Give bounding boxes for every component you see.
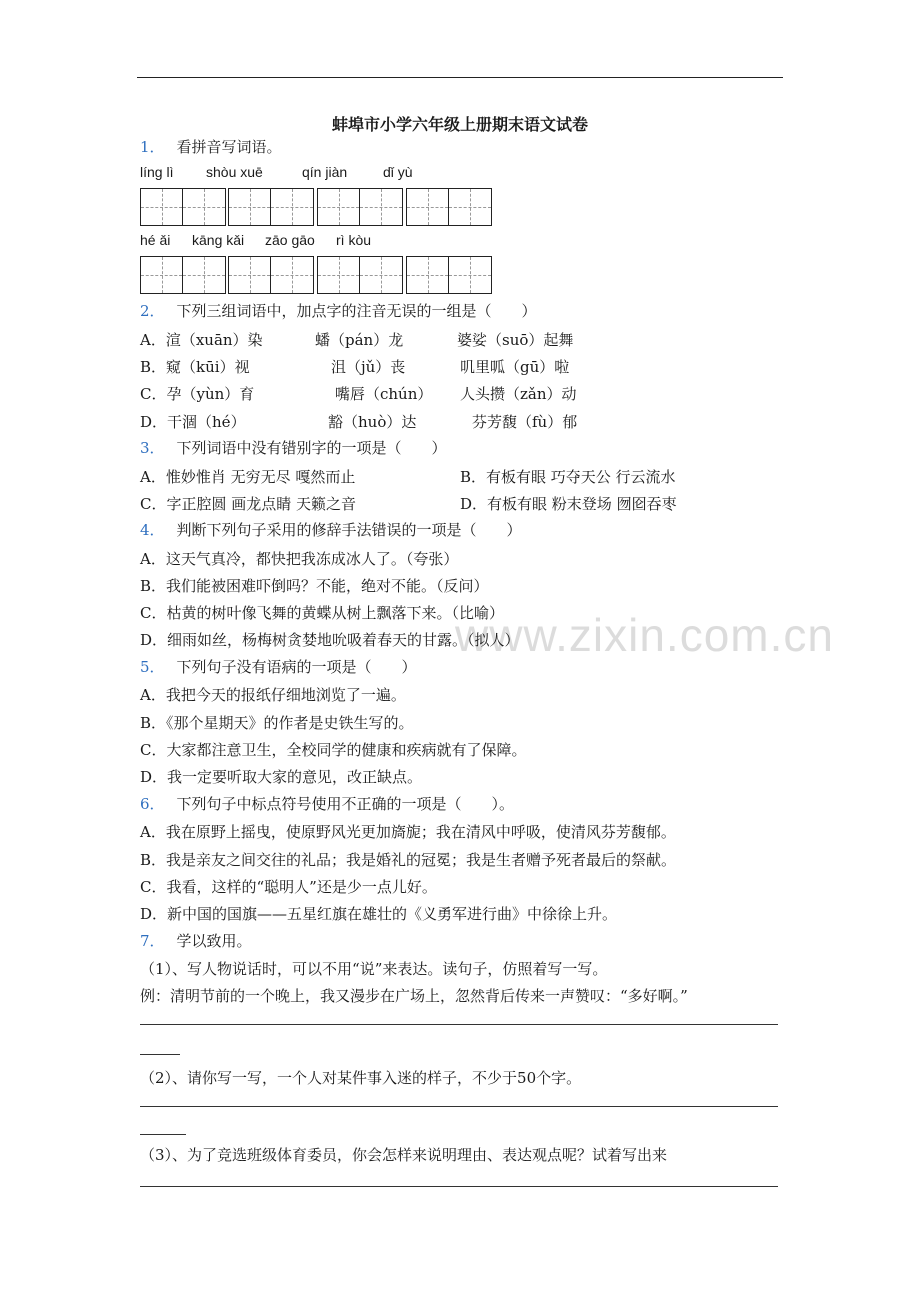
header-rule (137, 77, 783, 78)
question-number: 1． (140, 138, 165, 156)
pinyin-label: zāo gāo (265, 232, 315, 248)
option-d: D．干涸（hé） (140, 413, 246, 431)
answer-line[interactable] (140, 1106, 778, 1107)
option-d: D．细雨如丝，杨梅树贪婪地吮吸着春天的甘露。（拟人） (140, 631, 520, 649)
pinyin-row-1 (140, 164, 560, 184)
pinyin-label: líng lì (140, 164, 174, 180)
question-1 (140, 137, 282, 157)
question-text: 下列三组词语中，加点字的注音无误的一组是（ ） (176, 302, 537, 320)
writing-box[interactable] (406, 188, 492, 226)
pinyin-label: kāng kǎi (192, 232, 245, 248)
question-text: 判断下列句子采用的修辞手法错误的一项是（ ） (176, 521, 522, 539)
watermark: www.zixin.com.cn (455, 609, 834, 661)
page-title: 蚌埠市小学六年级上册期末语文试卷 (331, 115, 588, 134)
question-number: 6． (140, 795, 165, 813)
answer-line-tail[interactable] (140, 1134, 186, 1135)
answer-line[interactable] (140, 1024, 778, 1025)
question-number: 7． (140, 932, 165, 950)
writing-box[interactable] (406, 256, 492, 294)
option-a: A．这天气真冷，都快把我冻成冰人了。（夸张） (140, 550, 459, 568)
option-b: B．我是亲友之间交往的礼品；我是婚礼的冠冕；我是生者赠予死者最后的祭献。 (140, 851, 677, 869)
answer-line-tail[interactable] (140, 1054, 180, 1055)
option-d: D．新中国的国旗——五星红旗在雄壮的《义勇军进行曲》中徐徐上升。 (140, 905, 618, 923)
question-number: 5． (140, 658, 165, 676)
sub-question-1: （1）、写人物说话时，可以不用“说”来表达。读句子，仿照着写一写。 (140, 960, 608, 978)
pinyin-label: hé ǎi (140, 232, 171, 248)
writing-box[interactable] (228, 256, 314, 294)
option-c-word-3: 人头攒（zǎn）动 (460, 385, 577, 403)
option-c: C．枯黄的树叶像飞舞的黄蝶从树上飘落下来。（比喻） (140, 604, 504, 622)
option-b-word-3: 叽里呱（gū）啦 (460, 358, 570, 376)
writing-box[interactable] (140, 188, 226, 226)
option-c-word-2: 嘴唇（chún） (335, 385, 433, 403)
pinyin-row-2 (140, 232, 560, 252)
question-number: 2． (140, 302, 165, 320)
writing-box[interactable] (317, 256, 403, 294)
sub-question-2: （2）、请你写一写，一个人对某件事入迷的样子，不少于50个字。 (140, 1069, 582, 1087)
question-7 (140, 931, 252, 951)
option-a-word-3: 婆娑（suō）起舞 (457, 331, 574, 349)
writing-box[interactable] (140, 256, 226, 294)
writing-box[interactable] (317, 188, 403, 226)
question-text: 下列词语中没有错别字的一项是（ ） (176, 439, 447, 457)
option-a-word-2: 蟠（pán）龙 (315, 331, 404, 349)
sub-question-3: （3）、为了竞选班级体育委员，你会怎样来说明理由、表达观点呢？试着写出来 (140, 1146, 668, 1164)
pinyin-label: qín jiàn (302, 164, 348, 180)
option-b: B．窥（kūi）视 (140, 358, 250, 376)
question-text: 下列句子中标点符号使用不正确的一项是（ ）。 (176, 795, 515, 813)
question-3 (140, 438, 447, 458)
question-5 (140, 657, 417, 677)
option-a: A．渲（xuān）染 (140, 331, 263, 349)
option-d: D．有板有眼 粉末登场 囫囵吞枣 (460, 495, 677, 513)
option-d-word-2: 豁（huò）达 (328, 413, 417, 431)
question-6 (140, 794, 514, 814)
option-c: C．大家都注意卫生，全校同学的健康和疾病就有了保障。 (140, 741, 527, 759)
option-c: C．字正腔圆 画龙点睛 天籁之音 (140, 495, 357, 513)
option-b: B．有板有眼 巧夺天公 行云流水 (460, 468, 676, 486)
option-d: D．我一定要听取大家的意见，改正缺点。 (140, 768, 423, 786)
pinyin-label: shòu xuē (206, 164, 263, 180)
option-d-word-3: 芬芳馥（fù）郁 (472, 413, 578, 431)
question-number: 3． (140, 439, 165, 457)
option-a: A．我把今天的报纸仔细地浏览了一遍。 (140, 686, 406, 704)
question-text: 看拼音写词语。 (176, 138, 282, 156)
question-2 (140, 301, 537, 321)
option-b: B．《那个星期天》的作者是史铁生写的。 (140, 714, 414, 732)
option-a: A．我在原野上摇曳，使原野风光更加旖旎；我在清风中呼吸，使清风芬芳馥郁。 (140, 823, 676, 841)
example-sentence: 例：清明节前的一个晚上，我又漫步在广场上，忽然背后传来一声赞叹：“多好啊。” (140, 987, 688, 1005)
option-b: B．我们能被困难吓倒吗？不能，绝对不能。（反问） (140, 577, 489, 595)
option-a: A．惟妙惟肖 无穷无尽 嘎然而止 (140, 468, 356, 486)
answer-line[interactable] (140, 1186, 778, 1187)
writing-box[interactable] (228, 188, 314, 226)
question-text: 学以致用。 (176, 932, 252, 950)
pinyin-label: rì kòu (336, 232, 372, 248)
option-c: C．我看，这样的“聪明人”还是少一点儿好。 (140, 878, 437, 896)
pinyin-label: dǐ yù (383, 164, 413, 180)
question-4 (140, 520, 522, 540)
option-b-word-2: 沮（jǔ）丧 (331, 358, 406, 376)
option-c: C．孕（yùn）育 (140, 385, 255, 403)
question-text: 下列句子没有语病的一项是（ ） (176, 658, 417, 676)
question-number: 4． (140, 521, 165, 539)
